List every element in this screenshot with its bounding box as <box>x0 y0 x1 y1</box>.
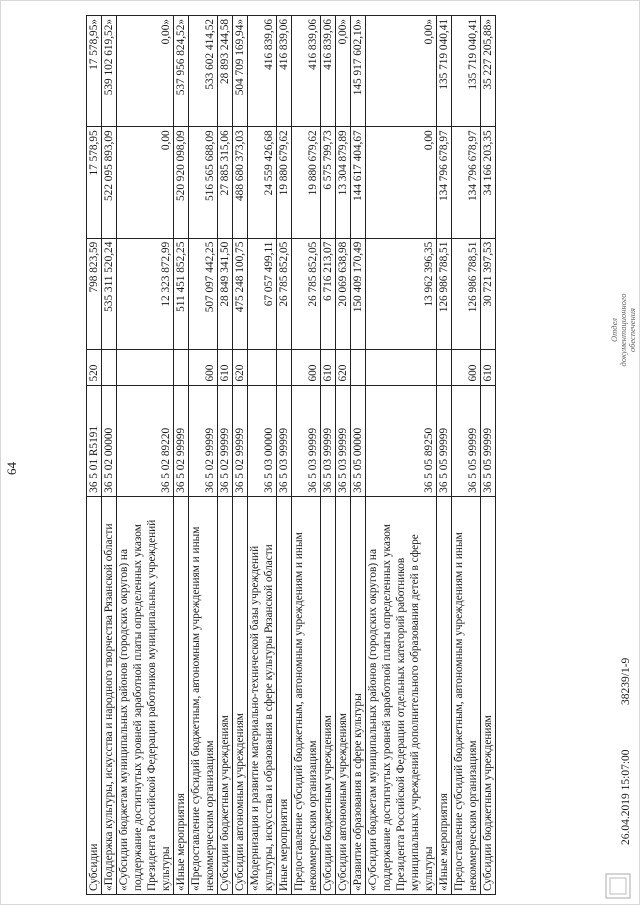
row-name-cell: «Предоставление субсидий бюджетным, автономным учреждениям и иным некоммерческим организациям <box>189 496 218 894</box>
row-code-cell: 36 5 02 89220 <box>117 385 174 496</box>
department-stamp: Отдел документационного обеспечения <box>609 293 637 367</box>
row-type-cell <box>277 349 292 385</box>
row-value-2020-cell: 6 575 799,73 <box>321 127 336 238</box>
row-type-cell: 610 <box>321 349 336 385</box>
row-type-cell: 610 <box>218 349 233 385</box>
row-value-2020-cell: 488 680 373,03 <box>233 127 248 238</box>
row-value-2020-cell: 19 880 679,62 <box>292 127 321 238</box>
row-name-cell: Иные мероприятия <box>277 496 292 894</box>
row-type-cell <box>174 349 189 385</box>
row-value-2021-cell: 28 893 244,58 <box>218 16 233 127</box>
row-value-2019-cell: 475 248 100,75 <box>233 238 248 349</box>
table-row <box>277 16 292 895</box>
row-value-2021-cell: 0,00» <box>117 16 174 127</box>
row-value-2021-cell: 539 102 619,52» <box>102 16 117 127</box>
row-type-cell <box>248 349 277 385</box>
row-code-cell: 36 5 03 99999 <box>321 385 336 496</box>
row-code-cell: 36 5 05 99999 <box>452 385 481 496</box>
row-value-2020-cell: 34 166 203,35 <box>481 127 496 238</box>
row-value-2021-cell: 537 956 824,52» <box>174 16 189 127</box>
budget-table <box>86 15 496 895</box>
row-name-cell: Субсидии автономным учреждениям <box>336 496 351 894</box>
row-value-2020-cell: 27 885 315,06 <box>218 127 233 238</box>
seal-icon <box>604 872 632 900</box>
row-name-cell: Субсидии <box>87 496 102 894</box>
row-value-2021-cell: 135 719 040,41 <box>437 16 452 127</box>
row-value-2020-cell: 134 796 678,97 <box>437 127 452 238</box>
row-code-cell: 36 5 05 89250 <box>366 385 437 496</box>
table-row <box>366 16 437 895</box>
row-value-2021-cell: 416 839,06 <box>292 16 321 127</box>
table-row <box>437 16 452 895</box>
row-value-2020-cell: 144 617 404,67 <box>351 127 366 238</box>
row-type-cell <box>102 349 117 385</box>
table-row <box>321 16 336 895</box>
row-name-cell: Предоставление субсидий бюджетным, автономным учреждениям и иным некоммерческим организациям <box>452 496 481 894</box>
row-type-cell: 610 <box>481 349 496 385</box>
budget-table-body <box>87 16 496 895</box>
row-type-cell <box>117 349 174 385</box>
row-value-2019-cell: 126 986 788,51 <box>452 238 481 349</box>
row-value-2020-cell: 520 920 098,09 <box>174 127 189 238</box>
table-row <box>117 16 174 895</box>
row-name-cell: «Иные мероприятия <box>174 496 189 894</box>
row-value-2021-cell: 504 709 169,94» <box>233 16 248 127</box>
table-row <box>87 16 102 895</box>
row-value-2021-cell: 416 839,06 <box>277 16 292 127</box>
row-value-2019-cell: 67 057 499,11 <box>248 238 277 349</box>
row-name-cell: «Иные мероприятия <box>437 496 452 894</box>
row-value-2019-cell: 150 409 170,49 <box>351 238 366 349</box>
table-row <box>218 16 233 895</box>
row-value-2019-cell: 511 451 852,25 <box>174 238 189 349</box>
row-value-2021-cell: 416 839,06 <box>321 16 336 127</box>
row-value-2020-cell: 17 578,95 <box>87 127 102 238</box>
row-name-cell: «Поддержка культуры, искусства и народного творчества Рязанской области <box>102 496 117 894</box>
row-value-2019-cell: 507 097 442,25 <box>189 238 218 349</box>
table-row <box>452 16 481 895</box>
row-value-2019-cell: 30 721 397,53 <box>481 238 496 349</box>
row-value-2019-cell: 798 823,59 <box>87 238 102 349</box>
row-value-2019-cell: 26 785 852,05 <box>277 238 292 349</box>
row-value-2019-cell: 26 785 852,05 <box>292 238 321 349</box>
row-value-2021-cell: 17 578,95» <box>87 16 102 127</box>
row-code-cell: 36 5 01 R5191 <box>87 385 102 496</box>
row-value-2021-cell: 416 839,06 <box>248 16 277 127</box>
footer-date: 26.04.2019 15:07:00 <box>620 749 632 845</box>
row-value-2021-cell: 0,00» <box>336 16 351 127</box>
table-row <box>102 16 117 895</box>
row-value-2020-cell: 19 880 679,62 <box>277 127 292 238</box>
table-row <box>174 16 189 895</box>
row-name-cell: Субсидии бюджетным учреждениям <box>321 496 336 894</box>
row-type-cell: 600 <box>452 349 481 385</box>
row-name-cell: Субсидии автономным учреждениям <box>233 496 248 894</box>
row-code-cell: 36 5 02 99999 <box>174 385 189 496</box>
row-value-2019-cell: 6 716 213,07 <box>321 238 336 349</box>
row-value-2021-cell: 35 227 205,88» <box>481 16 496 127</box>
row-code-cell: 36 5 02 99999 <box>218 385 233 496</box>
row-type-cell: 600 <box>189 349 218 385</box>
row-code-cell: 36 5 05 99999 <box>437 385 452 496</box>
row-code-cell: 36 5 02 99999 <box>233 385 248 496</box>
row-code-cell: 36 5 03 99999 <box>277 385 292 496</box>
row-name-cell: Предоставление субсидий бюджетным, автономным учреждениям и иным некоммерческим организациям <box>292 496 321 894</box>
row-type-cell <box>351 349 366 385</box>
row-name-cell: Субсидии бюджетным учреждениям <box>481 496 496 894</box>
row-code-cell: 36 5 02 00000 <box>102 385 117 496</box>
table-row <box>248 16 277 895</box>
row-value-2021-cell: 533 602 414,52 <box>189 16 218 127</box>
row-code-cell: 36 5 02 99999 <box>189 385 218 496</box>
row-value-2019-cell: 13 962 396,35 <box>366 238 437 349</box>
page-number: 64 <box>4 462 19 475</box>
table-row <box>233 16 248 895</box>
table-row <box>336 16 351 895</box>
row-value-2019-cell: 535 311 520,24 <box>102 238 117 349</box>
row-type-cell <box>366 349 437 385</box>
row-value-2020-cell: 0,00 <box>117 127 174 238</box>
row-code-cell: 36 5 03 00000 <box>248 385 277 496</box>
row-value-2020-cell: 0,00 <box>366 127 437 238</box>
row-value-2020-cell: 134 796 678,97 <box>452 127 481 238</box>
row-value-2021-cell: 135 719 040,41 <box>452 16 481 127</box>
row-value-2019-cell: 12 323 872,99 <box>117 238 174 349</box>
row-value-2019-cell: 20 069 638,98 <box>336 238 351 349</box>
row-name-cell: «Субсидии бюджетам муниципальных районов (городских округов) на поддержание достигнутых уровней заработной платы определенных указом Президента Российской Федерации работников муниципальных учреждений культуры <box>117 496 174 894</box>
footer-document-number: 38239/1-9 <box>620 657 632 705</box>
row-value-2020-cell: 24 559 426,68 <box>248 127 277 238</box>
row-name-cell: Субсидии бюджетным учреждениям <box>218 496 233 894</box>
row-code-cell: 36 5 03 99999 <box>292 385 321 496</box>
row-type-cell <box>437 349 452 385</box>
row-code-cell: 36 5 05 99999 <box>481 385 496 496</box>
table-row <box>481 16 496 895</box>
row-code-cell: 36 5 03 99999 <box>336 385 351 496</box>
row-value-2021-cell: 145 917 602,10» <box>351 16 366 127</box>
row-value-2020-cell: 516 565 688,09 <box>189 127 218 238</box>
row-type-cell: 620 <box>336 349 351 385</box>
row-name-cell: «Модернизация и развитие материально-технической базы учреждений культуры, искусства и образования в сфере культуры Рязанской области <box>248 496 277 894</box>
row-code-cell: 36 5 05 00000 <box>351 385 366 496</box>
row-type-cell: 600 <box>292 349 321 385</box>
row-type-cell: 620 <box>233 349 248 385</box>
row-value-2019-cell: 126 986 788,51 <box>437 238 452 349</box>
table-row <box>292 16 321 895</box>
row-name-cell: «Субсидии бюджетам муниципальных районов (городских округов) на поддержание достигнутых уровней заработной платы определенных указом Президента Российской Федерации отдельных категорий работников муниципальных учреждений дополнительного образования детей в сфере культуры <box>366 496 437 894</box>
row-type-cell: 520 <box>87 349 102 385</box>
row-value-2021-cell: 0,00» <box>366 16 437 127</box>
row-value-2020-cell: 13 304 879,89 <box>336 127 351 238</box>
table-row <box>189 16 218 895</box>
table-row <box>351 16 366 895</box>
row-value-2019-cell: 28 849 341,50 <box>218 238 233 349</box>
row-value-2020-cell: 522 095 893,09 <box>102 127 117 238</box>
row-name-cell: «Развитие образования в сфере культуры <box>351 496 366 894</box>
